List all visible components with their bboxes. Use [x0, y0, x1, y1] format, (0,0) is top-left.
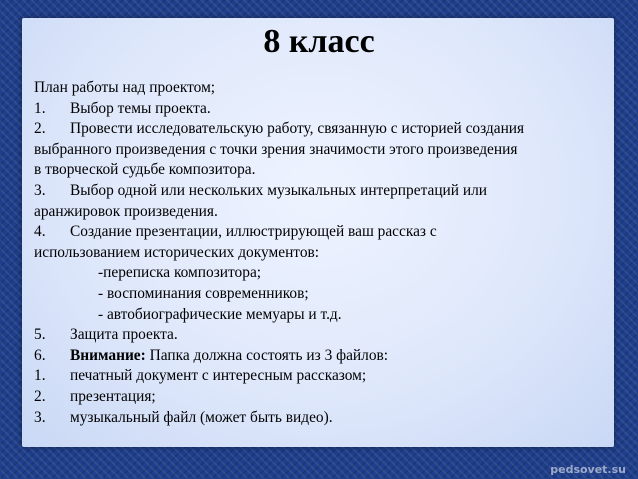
item-number: 6. [34, 346, 46, 364]
item-text: Защита проекта. [70, 326, 178, 344]
plan-heading: План работы над проектом; [34, 79, 216, 96]
item-text: музыкальный файл (может быть видео). [70, 408, 333, 426]
item-text: печатный документ с интересным рассказом; [70, 367, 367, 385]
list-item [34, 325, 606, 346]
item-number: 5. [34, 326, 46, 344]
plan-text [34, 78, 606, 428]
attention-label: Внимание: [70, 346, 146, 364]
sub-item [34, 305, 606, 326]
sub-item [34, 284, 606, 305]
item-number: 3. [34, 408, 46, 426]
item-text: Провести исследовательскую работу, связанную с историей создания [70, 120, 525, 138]
item-continuation: аранжировок произведения. [34, 202, 218, 220]
item-text: Папка должна состоять из 3 файлов: [145, 346, 389, 364]
item-number: 1. [34, 99, 46, 117]
item-continuation: выбранного произведения с точки зрения значимости этого произведения [34, 140, 518, 158]
page-title: 8 класс [263, 23, 375, 60]
list-item [34, 346, 606, 367]
list-item [34, 222, 606, 243]
list-item [34, 119, 606, 140]
watermark: pedsovet.su [550, 463, 626, 476]
file-item [34, 387, 606, 408]
list-item [34, 99, 606, 120]
item-number: 4. [34, 223, 46, 241]
item-number: 2. [34, 387, 46, 405]
sub-item-text: - автобиографические мемуары и т.д. [98, 305, 342, 323]
item-number: 2. [34, 120, 46, 138]
list-item [34, 181, 606, 202]
item-number: 1. [34, 367, 46, 385]
sub-item-text: -переписка композитора; [98, 264, 262, 282]
file-item [34, 366, 606, 387]
item-text: Выбор одной или нескольких музыкальных интерпретаций или [70, 181, 488, 199]
item-number: 3. [34, 181, 46, 199]
sub-item-text: - воспоминания современников; [98, 284, 309, 302]
sub-item [34, 263, 606, 284]
item-continuation: использованием исторических документов: [34, 243, 320, 261]
item-continuation: в творческой судьбе композитора. [34, 161, 256, 179]
item-text: презентация; [70, 387, 156, 405]
file-item [34, 408, 606, 429]
item-text: Выбор темы проекта. [70, 99, 211, 117]
item-text: Создание презентации, иллюстрирующей ваш рассказ с [70, 223, 437, 241]
